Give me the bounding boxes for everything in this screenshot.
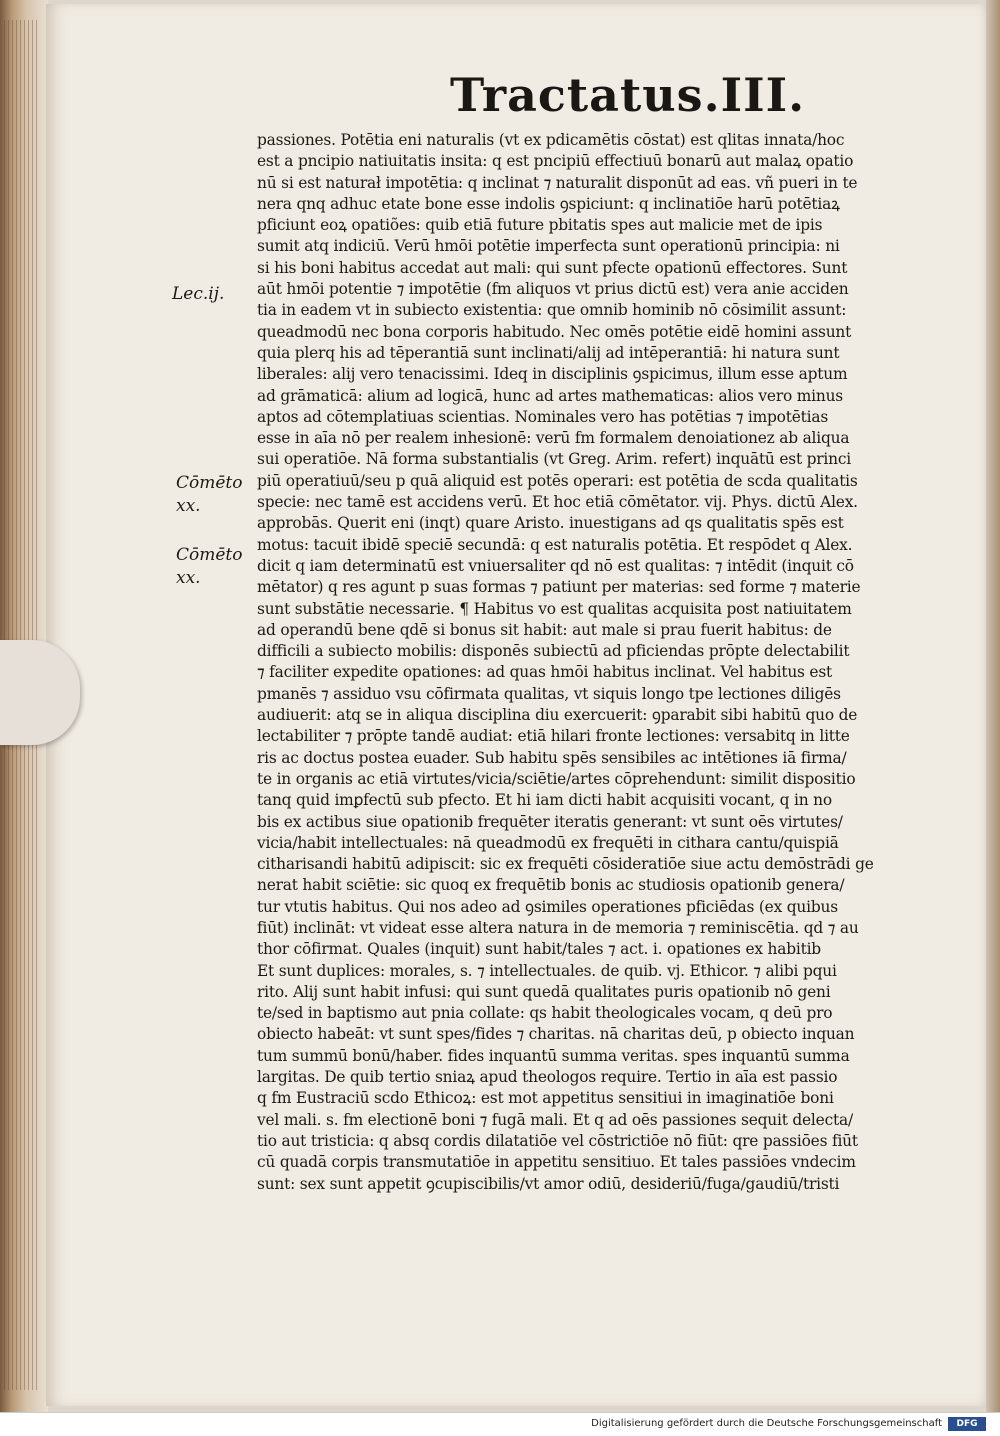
page-right-edge <box>986 0 1000 1412</box>
text-line: audiuerit: atq se in aliqua disciplina diu exercuerit: ꝯparabit sibi habitū quo de <box>257 706 858 725</box>
text-line: piū operatiuū/seu p quā aliquid est potēs operari: est potētia de scda qualitatis <box>257 471 858 490</box>
margin-note-lec: Lec.ij. <box>172 284 225 304</box>
text-line: tum summū bonū/haber. fides inquantū summa veritas. spes inquantū summa <box>257 1046 850 1065</box>
text-line: pmanēs ⁊ assiduo vsu cōfirmata qualitas, vt siquis longo tpe lectiones diligēs <box>257 684 841 703</box>
text-line: liberales: alij vero tenacissimi. Ideq in disciplinis ꝯspicimus, illum esse aptum <box>257 365 848 384</box>
text-line: thor cōfirmat. Quales (inquit) sunt habit/tales ⁊ act. i. opationes ex habitib <box>257 940 821 959</box>
text-line: nera qnq adhuc etate bone esse indolis ꝯspiciunt: q inclinatiōe harū potētiaꝝ <box>257 194 840 213</box>
body-text-block <box>257 130 922 1216</box>
text-line: sunt: sex sunt appetit ꝯcupiscibilis/vt amor odiū, desideriū/fuga/gaudiū/tristi <box>257 1174 840 1193</box>
text-line: est a pncipio natiuitatis insita: q est pncipiū effectiuū bonarū aut malaꝝ opatio <box>257 152 854 171</box>
text-line <box>257 1195 922 1216</box>
footer-bar <box>0 1412 1000 1436</box>
text-line: passiones. Potētia eni naturalis (vt ex pdicamētis cōstat) est qlitas innata/hoc <box>257 131 845 149</box>
text-line: motus: tacuit ibidē speciē secundā: q est naturalis potētia. Et respōdet q Alex. <box>257 535 853 554</box>
text-line: difficili a subiecto mobilis: disponēs subiectū ad pficiendas prōpte delectabilit <box>257 642 850 661</box>
text-line: specie: nec tamē est accidens verū. Et hoc etiā cōmētator. vij. Phys. dictū Alex. <box>257 493 858 512</box>
text-line: nerat habit sciētie: sic quoq ex frequētib bonis ac studiosis opationib genera/ <box>257 876 845 895</box>
text-line: ad operandū bene qdē si bonus sit habit: aut male si prau fuerit habitus: de <box>257 620 832 639</box>
text-line: vicia/habit intellectuales: nā queadmodū ex frequēti in cithara cantu/quispiā <box>257 833 839 852</box>
text-line: dicit q iam determinatū est vniuersaliter qd nō est qualitas: ⁊ intēdit (inquit cō <box>257 556 854 575</box>
text-line: aūt hmōi potentie ⁊ impotētie (fm aliquos vt prius dictū est) vera anie acciden <box>257 280 849 299</box>
text-line: aptos ad cōtemplatiuas scientias. Nominales vero has potētias ⁊ impotētias <box>257 407 829 426</box>
text-line: ris ac doctus postea euader. Sub habitu spēs sensibiles ac intētiones iā firma/ <box>257 748 847 767</box>
text-line: approbās. Querit eni (inqt) quare Aristo. inuestigans ad qs qualitatis spēs est <box>257 514 844 533</box>
text-line: nū si est naturał impotētia: q inclinat ⁊ naturalit disponūt ad eas. vñ pueri in te <box>257 173 858 192</box>
text-line: quia plerq his ad tēperantiā sunt inclinati/alij ad intēperantiā: hi natura sunt <box>257 343 840 362</box>
text-line: ⁊ faciliter expedite opationes: ad quas hmōi habitus inclinat. Vel habitus est <box>257 663 833 682</box>
text-line: tur vtutis habitus. Qui nos adeo ad ꝯsimiles operationes pficiēdas (ex quibus <box>257 897 838 916</box>
text-line: fiūt) inclināt: vt videat esse altera natura in de memoria ⁊ reminiscētia. qd ⁊ au <box>257 918 859 937</box>
text-line: te/sed in baptismo aut pnia collate: qs habit theologicales vocam, q deū pro <box>257 1004 833 1023</box>
text-line: pficiunt eoꝝ opatiões: quib etiā future pbitatis spes aut malicie met de ipis <box>257 216 823 235</box>
dfg-logo[interactable]: DFG <box>948 1417 986 1431</box>
page-title: Tractatus.III. <box>450 68 806 122</box>
text-line: ad grāmaticā: alium ad logicā, hunc ad artes mathematicas: alios vero minus <box>257 386 843 405</box>
text-line: si his boni habitus accedat aut mali: qui sunt pfecte opationū effectores. Sunt <box>257 258 848 277</box>
text-line: mētator) q res agunt p suas formas ⁊ patiunt per materias: sed forme ⁊ materie <box>257 578 861 597</box>
text-line: sumit atq indiciū. Verū hmōi potētie imperfecta sunt operationū principia: ni <box>257 237 840 256</box>
text-line: esse in aīa nō per realem inhesionē: verū fm formalem denoiationez ab aliqua <box>257 429 850 448</box>
margin-note-xx-1: xx. <box>176 496 201 516</box>
text-line: tanq quid imꝑfectū sub pfecto. Et hi iam dicti habit acquisiti vocant, q in no <box>257 791 832 810</box>
text-line: bis ex actibus siue opationib frequēter iteratis generant: vt sunt oēs virtutes/ <box>257 812 843 831</box>
text-line: queadmodū nec bona corporis habitudo. Nec omēs potētie eidē homini assunt <box>257 322 852 341</box>
text-line: citharisandi habitū adipiscit: sic ex frequēti cōsideratiōe siue actu demōstrādi ge <box>257 855 874 874</box>
text-line: rito. Alij sunt habit infusi: qui sunt quedā qualitates puris opationib nō geni <box>257 982 831 1001</box>
text-line: te in organis ac etiā virtutes/vicia/sciētie/artes cōprehendunt: similit dispositio <box>257 769 856 788</box>
text-line: obiecto habeāt: vt sunt spes/fides ⁊ charitas. nā charitas deū, p obiecto inquan <box>257 1025 855 1044</box>
text-line: sui operatiōe. Nā forma substantialis (vt Greg. Arim. refert) inquātū est princi <box>257 450 852 469</box>
text-line: largitas. De quib tertio sniaꝝ apud theologos require. Tertio in aīa est passio <box>257 1068 838 1087</box>
margin-note-comento-2: Cōmēto <box>176 545 243 565</box>
text-line: sunt substātie necessarie. ¶ Habitus vo est qualitas acquisita post natiuitatem <box>257 599 852 618</box>
text-line: tia in eadem vt in subiecto existentia: que omnib hominib nō cōsimilit assunt: <box>257 301 847 320</box>
text-line: Et sunt duplices: morales, s. ⁊ intellectuales. de quib. vj. Ethicor. ⁊ alibi pqui <box>257 961 837 980</box>
margin-note-xx-2: xx. <box>176 568 201 588</box>
text-line: cū quadā corpis transmutatiōe in appetitu sensitiuo. Et tales passiōes vndecim <box>257 1153 856 1172</box>
text-line: q fm Eustraciū scdo Ethicoꝝ: est mot appetitus sensitiui in imaginatiōe boni <box>257 1089 834 1108</box>
text-line: lectabiliter ⁊ prōpte tandē audiat: etiā hilari fronte lectiones: versabitq in litte <box>257 727 850 746</box>
text-line: vel mali. s. fm electionē boni ⁊ fugā mali. Et q ad oēs passiones sequit delecta/ <box>257 1110 853 1129</box>
footer-credit: Digitalisierung gefördert durch die Deutsche Forschungsgemeinschaft <box>591 1418 942 1429</box>
margin-note-comento-1: Cōmēto <box>176 473 243 493</box>
text-line: tio aut tristicia: q absq cordis dilatatiōe vel cōstrictiōe nō fiūt: qre passiōes fiūt <box>257 1131 858 1150</box>
